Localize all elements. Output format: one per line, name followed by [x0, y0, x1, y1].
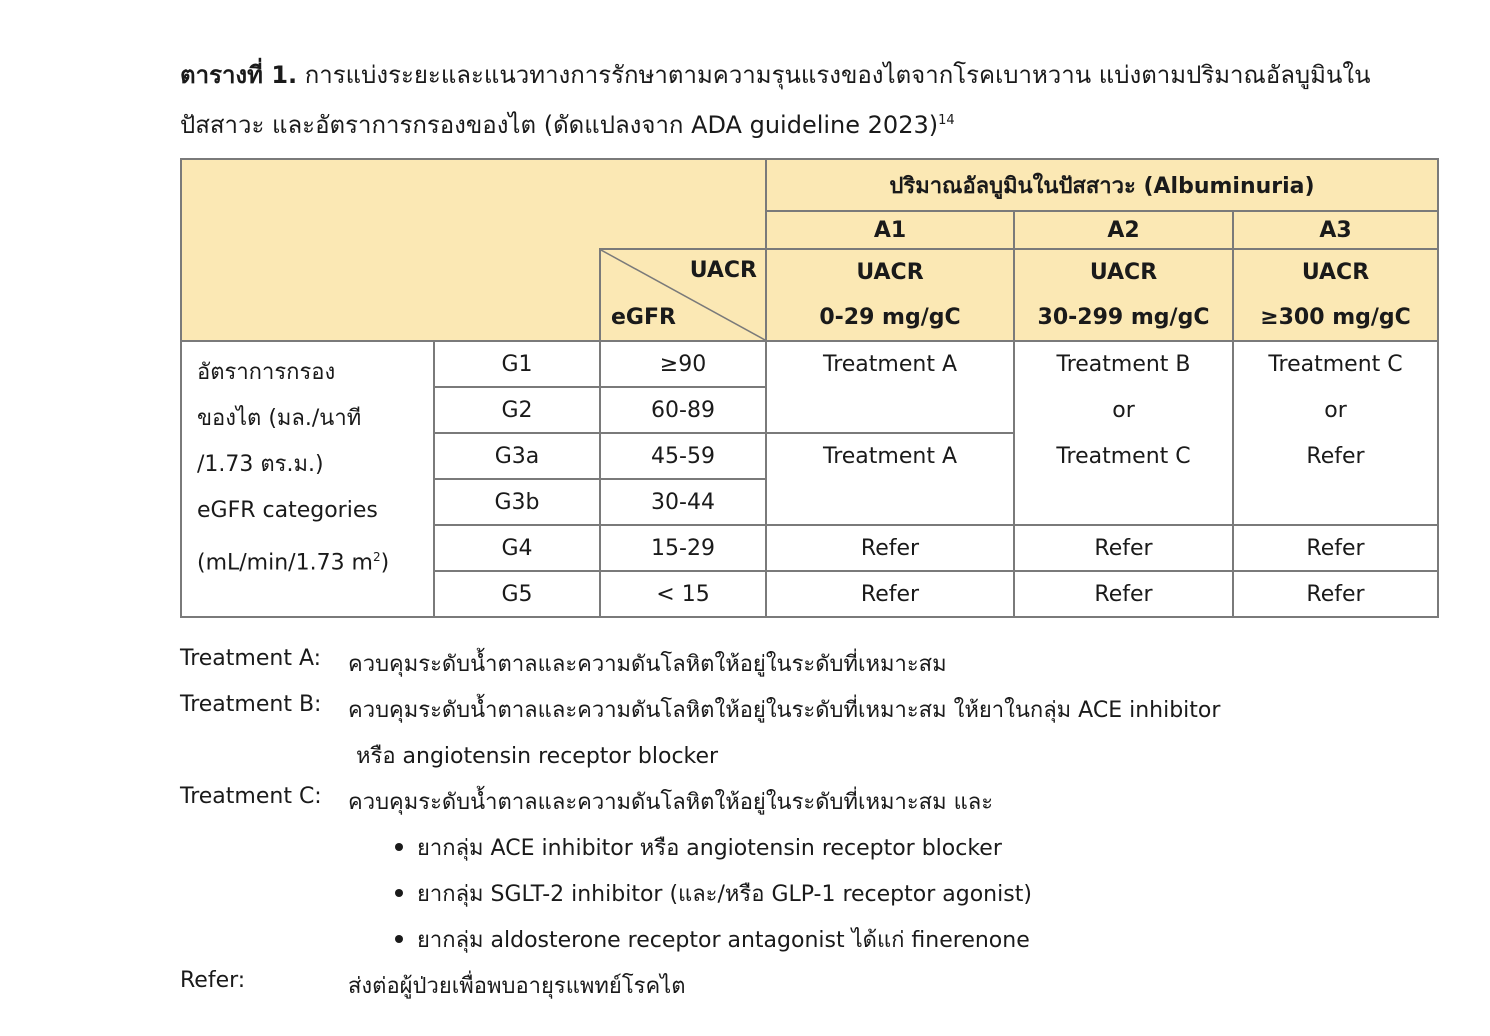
cell-a1-g5: Refer — [766, 571, 1014, 617]
side-label-line: /1.73 ตร.ม.) — [197, 452, 324, 477]
cell-line: or — [1112, 398, 1135, 423]
corner-uacr-label: UACR — [689, 258, 757, 283]
legend-treatment-b-continued: หรือ angiotensin receptor blocker — [356, 744, 719, 769]
grade-g3b: G3b — [434, 479, 600, 525]
egfr-side-label — [181, 341, 434, 617]
legend-text: ควบคุมระดับน้ำตาลและความดันโลหิตให้อยู่ในระดับที่เหมาะสม ให้ยาในกลุ่ม ACE inhibitor — [348, 698, 1221, 723]
uacr-label: UACR — [1089, 260, 1158, 285]
legend-text: ควบคุมระดับน้ำตาลและความดันโลหิตให้อยู่ในระดับที่เหมาะสม และ — [348, 790, 994, 815]
legend-text: ควบคุมระดับน้ำตาลและความดันโลหิตให้อยู่ในระดับที่เหมาะสม — [348, 652, 947, 677]
bullet-text: ยากลุ่ม aldosterone receptor antagonist ได้แก่ finerenone — [417, 928, 1030, 953]
column-a1-range — [766, 249, 1014, 341]
cell-line: Treatment C — [1056, 444, 1191, 469]
cell-a1-g4: Refer — [766, 525, 1014, 571]
legend-key: Treatment C: — [180, 784, 322, 809]
bullet-icon — [395, 935, 403, 943]
side-label-line: อัตราการกรอง — [197, 360, 336, 385]
caption-reference: 14 — [938, 113, 955, 128]
egfr-g3a: 45-59 — [600, 433, 766, 479]
column-code-a1: A1 — [766, 211, 1014, 249]
cell-line: Treatment C — [1268, 352, 1403, 377]
legend-text: ส่งต่อผู้ป่วยเพื่อพบอายุรแพทย์โรคไต — [348, 974, 686, 999]
egfr-g4: 15-29 — [600, 525, 766, 571]
uacr-egfr-corner — [600, 249, 766, 341]
albuminuria-header: ปริมาณอัลบูมินในปัสสาวะ (Albuminuria) — [766, 159, 1438, 211]
range-label: ≥300 mg/gC — [1260, 305, 1411, 330]
cell-line: Treatment B — [1056, 352, 1191, 377]
egfr-g1: ≥90 — [600, 341, 766, 387]
bullet-text: ยากลุ่ม ACE inhibitor หรือ angiotensin receptor blocker — [417, 836, 1002, 861]
grade-g4: G4 — [434, 525, 600, 571]
column-code-a3: A3 — [1233, 211, 1438, 249]
column-a2-range — [1014, 249, 1233, 341]
side-label-unit: (mL/min/1.73 m — [197, 550, 373, 576]
side-label-line — [197, 534, 427, 586]
legend-bullet — [395, 830, 1002, 865]
side-label-close: ) — [380, 550, 390, 576]
bullet-icon — [395, 843, 403, 851]
cell-line: Refer — [1306, 444, 1365, 469]
side-label-line: eGFR categories — [197, 498, 378, 523]
bullet-text: ยากลุ่ม SGLT-2 inhibitor (และ/หรือ GLP-1 receptor agonist) — [417, 882, 1032, 907]
uacr-label: UACR — [1301, 260, 1370, 285]
legend-key: Treatment A: — [180, 646, 322, 671]
column-code-a2: A2 — [1014, 211, 1233, 249]
cell-a3-g4: Refer — [1233, 525, 1438, 571]
cell-a3-g1-g3 — [1233, 341, 1438, 525]
cell-a1-g3: Treatment A — [766, 433, 1014, 525]
grade-g2: G2 — [434, 387, 600, 433]
uacr-label: UACR — [856, 260, 924, 285]
ckd-classification-table — [180, 158, 1439, 618]
bullet-icon — [395, 889, 403, 897]
side-label-line: ของไต (มล./นาที — [197, 406, 362, 431]
legend-bullet — [395, 876, 1032, 911]
corner-egfr-label: eGFR — [611, 305, 676, 330]
range-label: 0-29 mg/gC — [819, 305, 961, 330]
cell-a2-g1-g3 — [1014, 341, 1233, 525]
grade-g5: G5 — [434, 571, 600, 617]
grade-g3a: G3a — [434, 433, 600, 479]
range-label: 30-299 mg/gC — [1037, 305, 1210, 330]
cell-a1-g1-g2: Treatment A — [766, 341, 1014, 433]
cell-a2-g4: Refer — [1014, 525, 1233, 571]
column-a3-range — [1233, 249, 1438, 341]
egfr-g3b: 30-44 — [600, 479, 766, 525]
side-label-superscript: 2 — [373, 550, 381, 564]
grade-g1: G1 — [434, 341, 600, 387]
header-blank — [181, 159, 766, 249]
egfr-g2: 60-89 — [600, 387, 766, 433]
header-blank-lower — [181, 249, 600, 341]
caption-text: การแบ่งระยะและแนวทางการรักษาตามความรุนแรงของไตจากโรคเบาหวาน แบ่งตามปริมาณอัลบูมินในปัสสาวะ และอัตราการกรองของไต (ดัดแปลงจาก ADA guideline 2023) — [180, 61, 1371, 139]
legend-bullet — [395, 922, 1030, 957]
cell-a3-g5: Refer — [1233, 571, 1438, 617]
egfr-g5: < 15 — [600, 571, 766, 617]
legend-key: Treatment B: — [180, 692, 322, 717]
legend-key: Refer: — [180, 968, 246, 993]
table-caption — [180, 50, 1450, 150]
cell-a2-g5: Refer — [1014, 571, 1233, 617]
cell-line: or — [1324, 398, 1347, 423]
caption-label: ตารางที่ 1. — [180, 61, 298, 89]
